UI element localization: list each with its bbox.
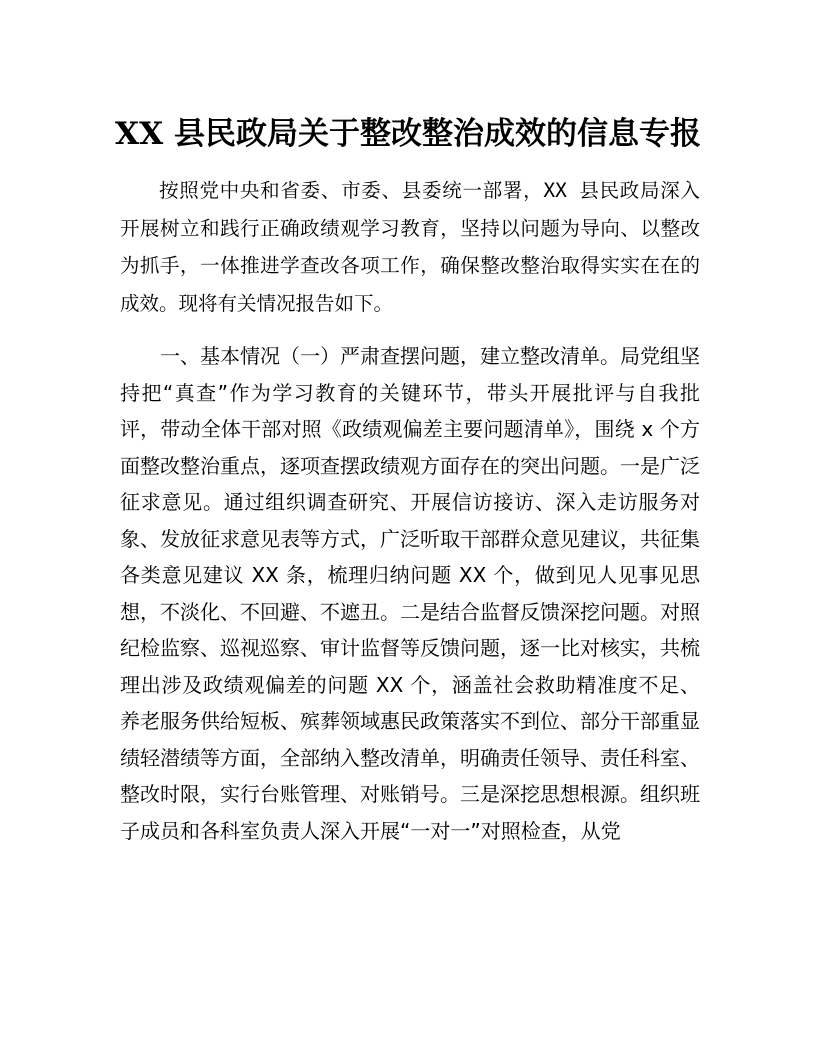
section-basic-situation-paragraph: 一、基本情况（一）严肃查摆问题，建立整改清单。局党组坚持把“真查”作为学习教育的关键环节，带头开展批评与自我批评，带动全体干部对照《政绩观偏差主要问题清单》，围绕 x 个方面整改整治重点，逐项查摆政绩观方面存在的突出问题。一是广泛征求意见。通过组织调查研究、开展信访接访、深入走访服务对象、发放征求意见表等方式，广泛听取干部群众意见建议，共征集各类意见建议 XX 条，梳理归纳问题 XX 个，做到见人见事见思想，不淡化、不回避、不遮丑。二是结合监督反馈深挖问题。对照纪检监察、巡视巡察、审计监督等反馈问题，逐一比对核实，共梳理出涉及政绩观偏差的问题 XX 个，涵盖社会救助精准度不足、养老服务供给短板、殡葬领域惠民政策落实不到位、部分干部重显绩轻潜绩等方面，全部纳入整改清单，明确责任领导、责任科室、整改时限，实行台账管理、对账销号。三是深挖思想根源。组织班子成员和各科室负责人深入开展“一对一”对照检查，从党 [120, 344, 700, 843]
document-title: XX 县民政局关于整改整治成效的信息专报 [115, 116, 701, 152]
intro-paragraph: 按照党中央和省委、市委、县委统一部署，XX 县民政局深入开展树立和践行正确政绩观学习教育，坚持以问题为导向、以整改为抓手，一体推进学查改各项工作，确保整改整治取得实实在在的成效。现将有关情况报告如下。 [120, 179, 700, 315]
